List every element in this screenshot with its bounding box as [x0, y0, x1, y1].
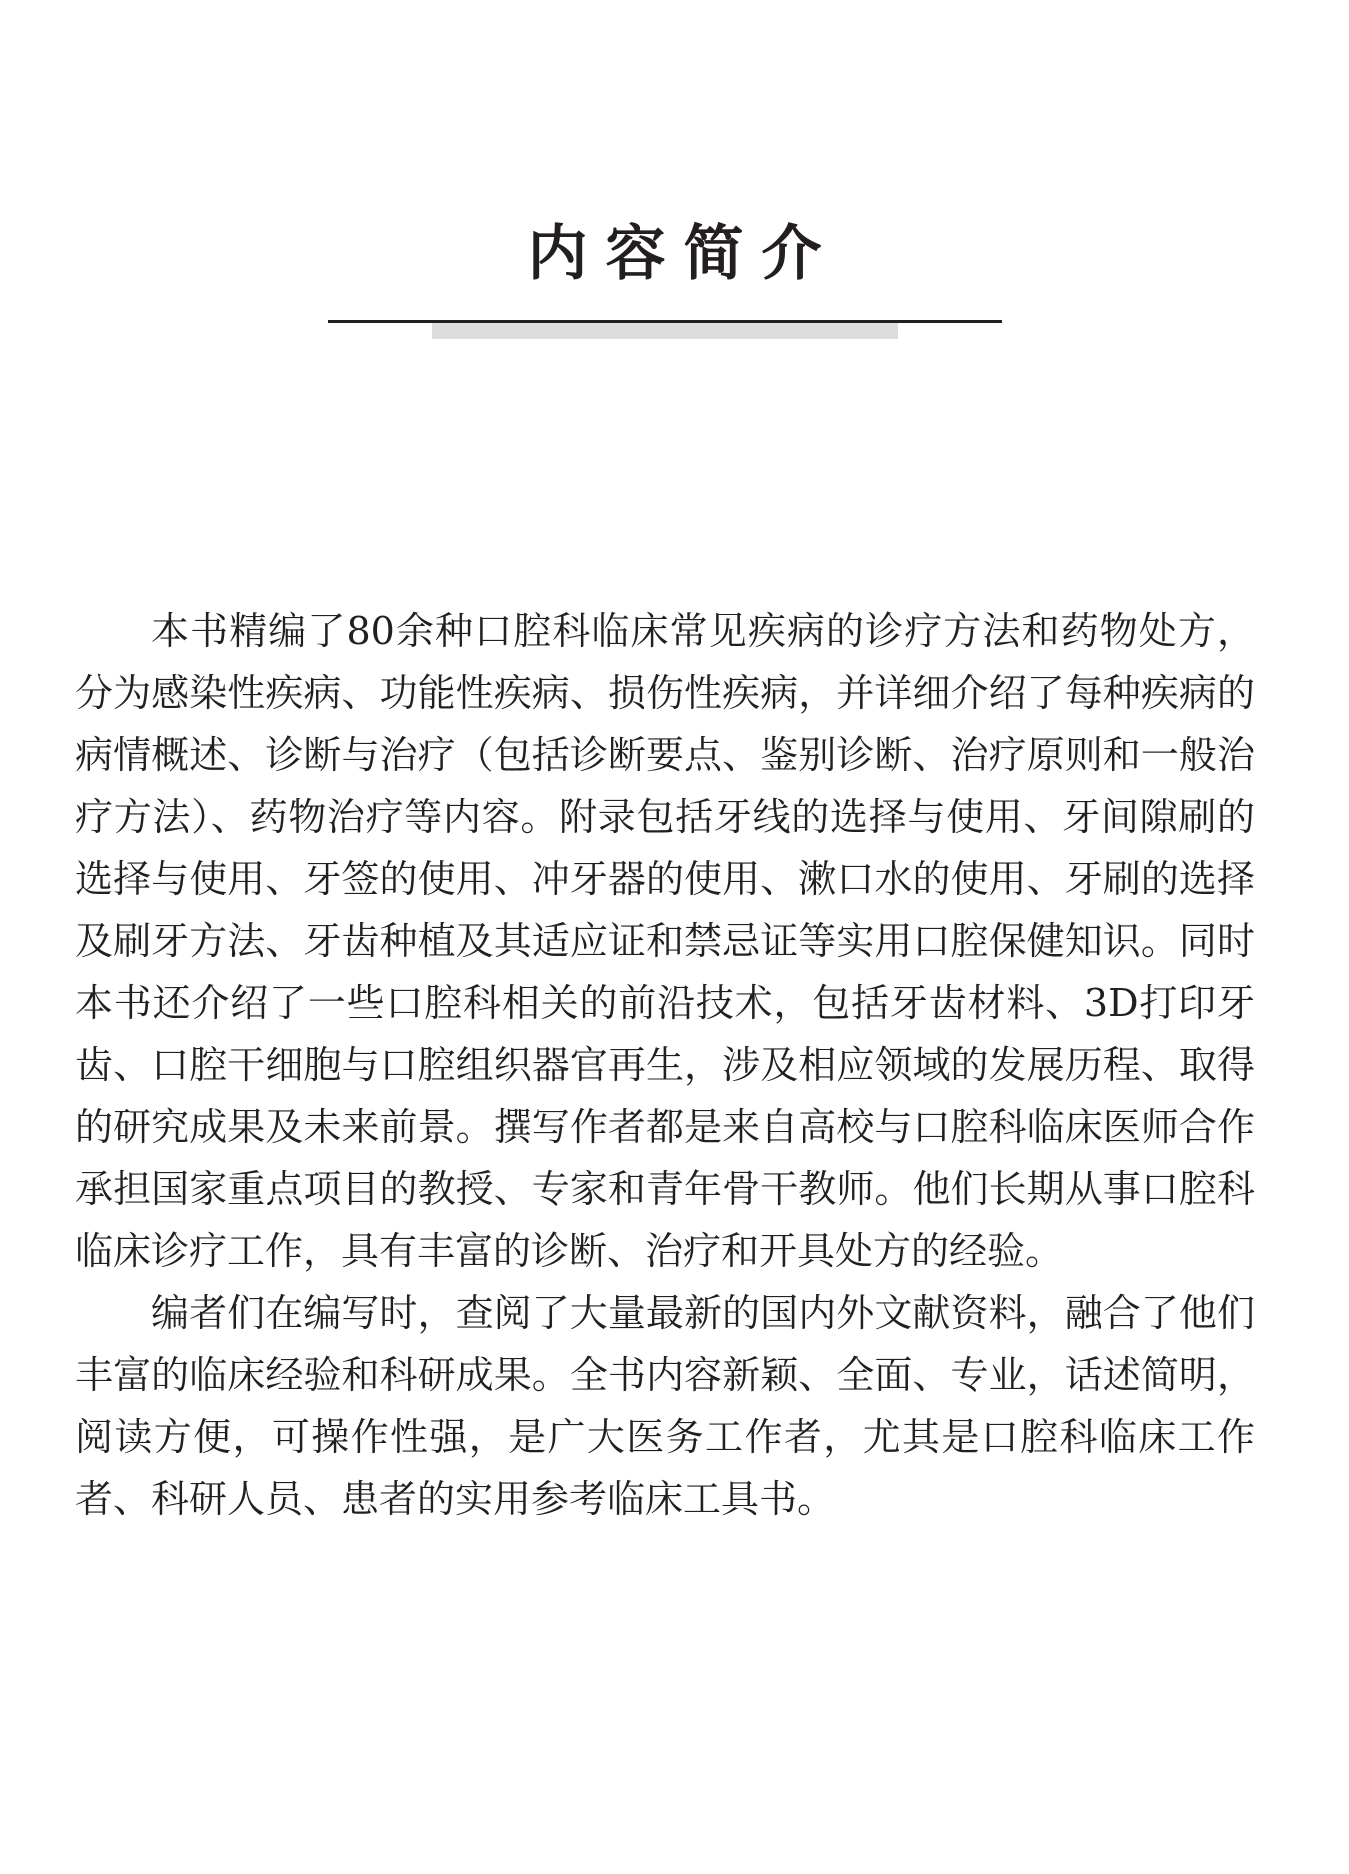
paragraph: 本书精编了80余种口腔科临床常见疾病的诊疗方法和药物处方，分为感染性疾病、功能性疾病、损伤性疾病，并详细介绍了每种疾病的病情概述、诊断与治疗（包括诊断要点、鉴别诊断、治疗原则和一般治疗方法）、药物治疗等内容。附录包括牙线的选择与使用、牙间隙刷的选择与使用、牙签的使用、冲牙器的使用、漱口水的使用、牙刷的选择及刷牙方法、牙齿种植及其适应证和禁忌证等实用口腔保健知识。同时本书还介绍了一些口腔科相关的前沿技术，包括牙齿材料、3D打印牙齿、口腔干细胞与口腔组织器官再生，涉及相应领域的发展历程、取得的研究成果及未来前景。撰写作者都是来自高校与口腔科临床医师合作承担国家重点项目的教授、专家和青年骨干教师。他们长期从事口腔科临床诊疗工作，具有丰富的诊断、治疗和开具处方的经验。: [75, 609, 1255, 1273]
title-underline-shadow: [432, 323, 898, 339]
body-text: [75, 600, 1255, 1530]
page-title: 内容简介: [527, 219, 840, 289]
paragraph: 编者们在编写时，查阅了大量最新的国内外文献资料，融合了他们丰富的临床经验和科研成果。全书内容新颖、全面、专业，话述简明，阅读方便，可操作性强，是广大医务工作者，尤其是口腔科临床工作者、科研人员、患者的实用参考临床工具书。: [75, 1291, 1255, 1521]
